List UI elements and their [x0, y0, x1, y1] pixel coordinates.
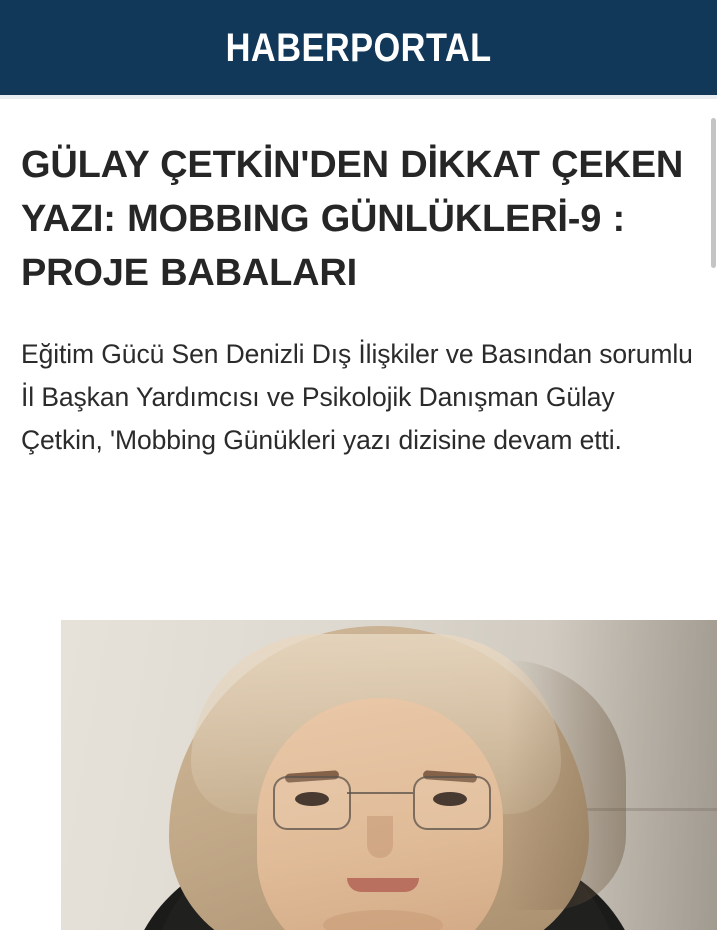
photo-eyeglass-left [273, 776, 351, 830]
photo-mouth [347, 878, 419, 892]
site-logo[interactable]: HABERPORTAL [225, 25, 492, 70]
page-scrollbar-track[interactable] [710, 0, 717, 930]
article-summary: Eğitim Gücü Sen Denizli Dış İlişkiler ve Basından sorumlu İl Başkan Yardımcısı ve Psikolojik Danışman Gülay Çetkin, 'Mobbing Günükleri yazı dizisine devam etti. [21, 338, 693, 455]
site-header [0, 0, 717, 95]
portrait-photo [61, 620, 717, 930]
page-scrollbar-thumb[interactable] [711, 118, 716, 268]
article-body [0, 99, 717, 462]
photo-nose [367, 816, 393, 858]
photo-eyeglass-bridge [347, 792, 413, 794]
photo-eyeglass-right [413, 776, 491, 830]
article-headline: GÜLAY ÇETKİN'DEN DİKKAT ÇEKEN YAZI: MOBBING GÜNLÜKLERİ-9 : PROJE BABALARI [21, 144, 684, 294]
article-content-column [21, 99, 698, 462]
article-lead-image [61, 620, 717, 930]
